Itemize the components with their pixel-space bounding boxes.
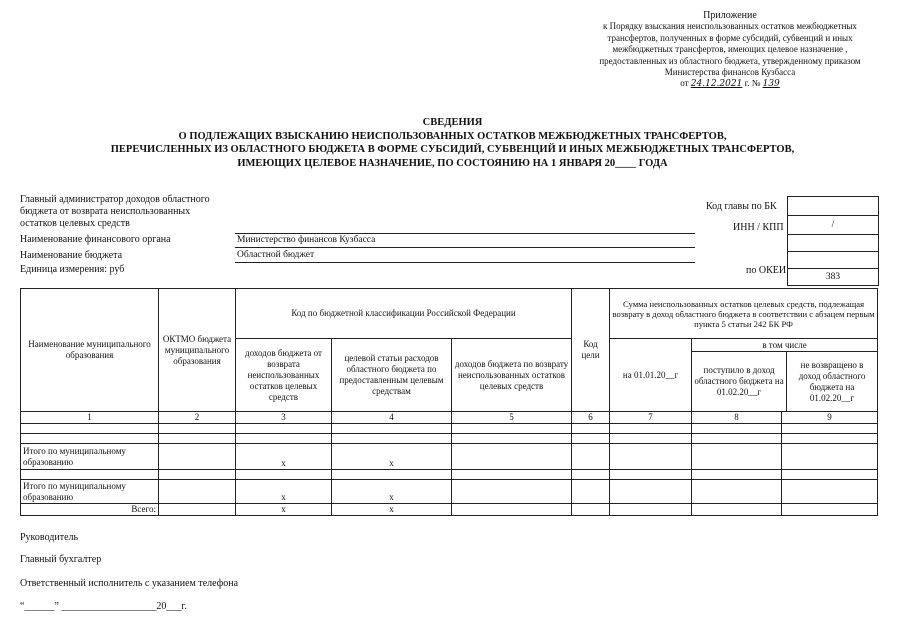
col-header-goal: Код цели — [572, 289, 610, 412]
fin-org-label: Наименование финансового органа — [20, 234, 171, 245]
appendix-head: Приложение — [703, 10, 757, 21]
appendix-line: трансфертов, полученных в форме субсидий, субвенций и иных — [607, 32, 853, 43]
appendix-date: 24.12.2021 — [690, 79, 743, 90]
table-row[interactable] — [21, 470, 878, 480]
col-header-name: Наименование муниципального образования — [21, 289, 159, 412]
col-header-incl-not-returned: не возвращено в доход областного бюджета на 01.02.20__г — [798, 359, 866, 403]
budget-value: Областной бюджет — [237, 250, 315, 260]
col-header-bk-target: целевой статьи расходов областного бюджета по предоставленным целевым средствам — [332, 339, 452, 412]
col-header-bk-return: доходов бюджета по возврату неиспользованных остатков целевых средств — [452, 339, 572, 412]
glava-code-cell[interactable] — [788, 197, 878, 216]
fin-org-value: Министерство финансов Кузбасса — [237, 235, 376, 245]
appendix-line: межбюджетных трансфертов, имеющих целевое назначение , — [612, 44, 848, 55]
empty-code-cell[interactable] — [788, 235, 878, 252]
total-mo-row: Итого по муниципальному образованию x x — [21, 444, 878, 470]
budget-label: Наименование бюджета — [20, 250, 123, 261]
col-header-bk-group: Код по бюджетной классификации Российской Федерации — [236, 289, 572, 339]
document-title: СВЕДЕНИЯ О ПОДЛЕЖАЩИХ ВЗЫСКАНИЮ НЕИСПОЛЬЗОВАННЫХ ОСТАТКОВ МЕЖБЮДЖЕТНЫХ ТРАНСФЕРТОВ, ПЕРЕЧИСЛЕННЫХ ИЗ ОБЛАСТНОГО БЮДЖЕТА В ФОРМЕ СУБСИДИЙ, СУБВЕНЦИЙ И ИНЫХ МЕЖБЮДЖЕТНЫХ ТРАНСФЕРТОВ, ИМЕЮЩИХ ЦЕЛЕВОЕ НАЗНАЧЕНИЕ, ПО СОСТОЯНИЮ НА 1 ЯНВАРЯ 20____ ГОДА — [110, 117, 795, 169]
budget-line — [235, 262, 695, 263]
appendix-line: предоставленных из областного бюджета, утвержденному приказом — [599, 55, 861, 66]
col-header-sum-date: на 01.01.20__г — [610, 339, 692, 412]
appendix-date-line: от 24.12.2021 г. № 139 — [680, 78, 780, 90]
main-table — [20, 288, 878, 516]
codes-box — [787, 196, 879, 286]
okei-label: по ОКЕИ — [746, 265, 787, 276]
appendix-block — [560, 10, 900, 91]
glava-label: Код главы по БК — [706, 201, 777, 212]
footer-accountant: Главный бухгалтер — [20, 554, 102, 565]
inn-cell[interactable]: / — [788, 216, 878, 235]
appendix-line: к Порядку взыскания неиспользованных остатков межбюджетных — [603, 21, 857, 32]
fin-org-line — [235, 247, 695, 248]
footer-executor: Ответственный исполнитель с указанием телефона — [20, 578, 239, 589]
total-mo-row: Итого по муниципальному образованию x x — [21, 480, 878, 504]
admin-label: Главный администратор доходов областного бюджета от возврата неиспользованных остатков целевых средств — [20, 194, 210, 229]
table-row[interactable] — [21, 434, 878, 444]
col-header-oktmo: ОКТМО бюджета муниципального образования — [159, 289, 236, 412]
col-header-sum-group: Сумма неиспользованных остатков целевых средств, подлежащая возврату в доход областного бюджета в соответствии с абзацем первым пункта 5 статьи 242 БК РФ — [610, 289, 878, 339]
numbering-row: 1 2 3 4 5 6 7 8 9 — [21, 412, 878, 424]
footer-head: Руководитель — [20, 532, 79, 543]
admin-value-line[interactable] — [235, 233, 695, 234]
footer-date: “______” ___________________20___г. — [20, 601, 187, 612]
col-header-incl-received: поступило в доход областного бюджета на 01.02.20__г — [692, 352, 787, 411]
col-header-bk-income: доходов бюджета от возврата неиспользованных остатков целевых средств — [236, 339, 332, 412]
table-row[interactable] — [21, 424, 878, 434]
appendix-line: Министерства финансов Кузбасса — [664, 67, 796, 78]
col-header-incl-block — [692, 339, 878, 412]
unit-label: Единица измерения: руб — [20, 264, 125, 275]
col-header-incl: в том числе — [692, 339, 877, 352]
okei-cell: 383 — [788, 269, 878, 286]
grand-total-row: Всего: x x — [21, 504, 878, 516]
appendix-number: 139 — [762, 79, 780, 90]
inn-label: ИНН / КПП — [733, 222, 784, 233]
empty-code-cell[interactable] — [788, 252, 878, 269]
